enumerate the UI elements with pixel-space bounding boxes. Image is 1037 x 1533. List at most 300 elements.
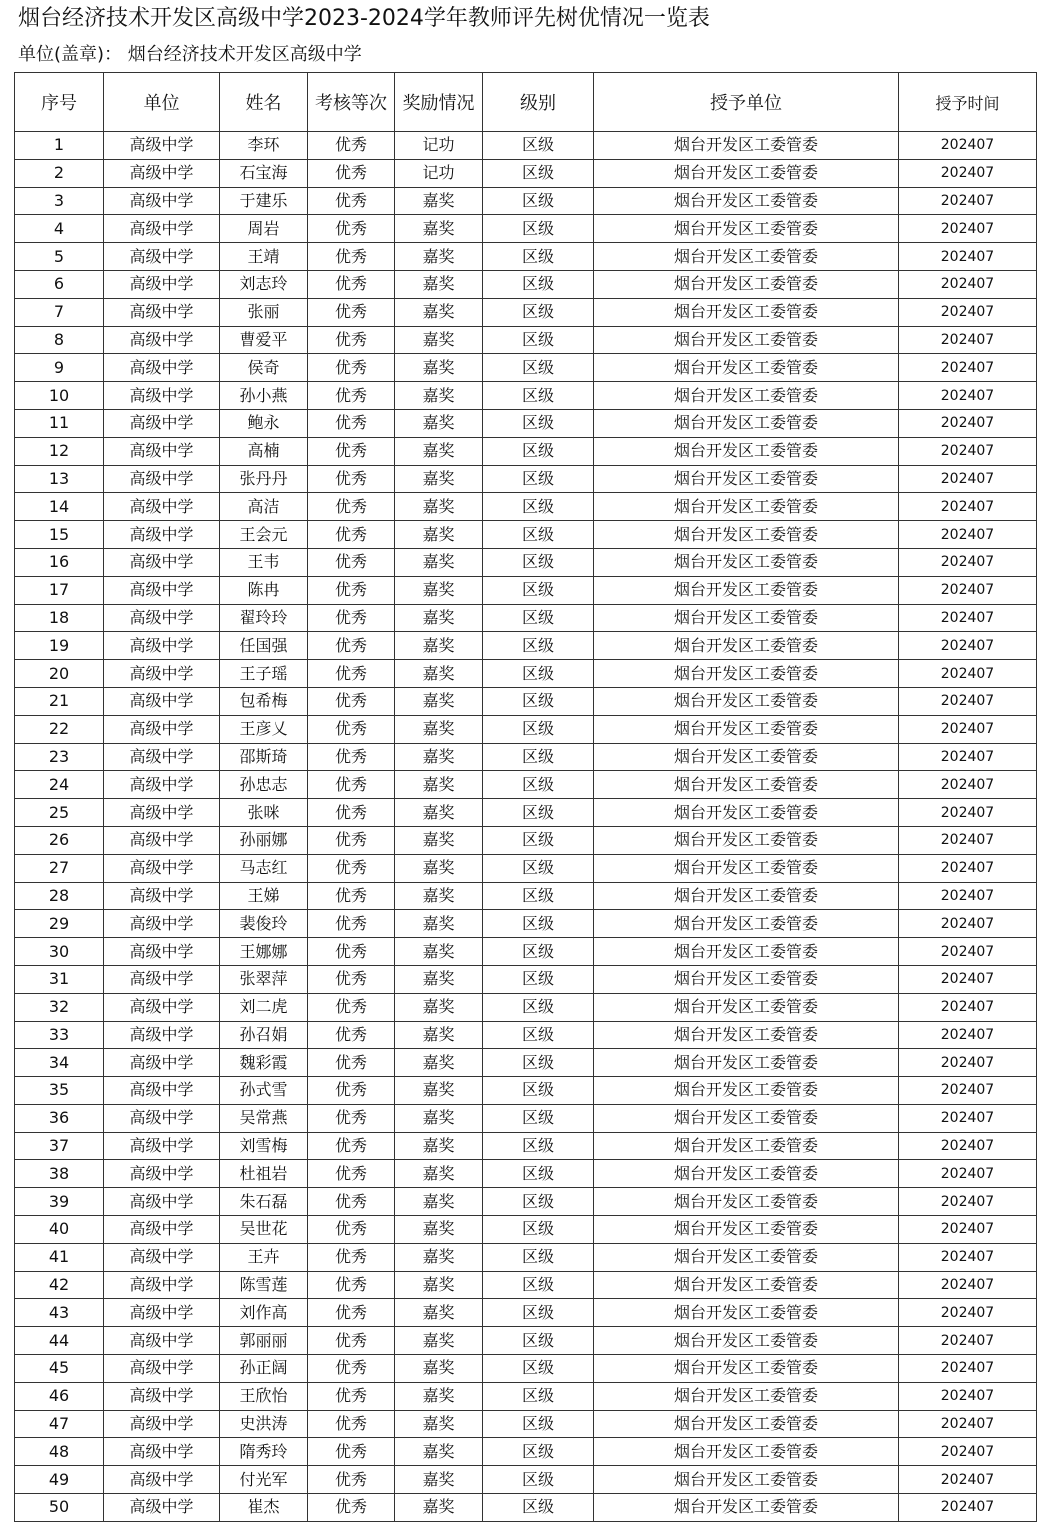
cell-assessment: 优秀 bbox=[308, 1494, 395, 1522]
cell-grant-time: 202407 bbox=[899, 1299, 1037, 1327]
cell-level: 区级 bbox=[483, 493, 594, 521]
cell-index: 8 bbox=[15, 326, 104, 354]
cell-level: 区级 bbox=[483, 715, 594, 743]
cell-unit: 高级中学 bbox=[104, 1466, 220, 1494]
cell-granting-unit: 烟台开发区工委管委 bbox=[594, 910, 899, 938]
table-row bbox=[15, 298, 1037, 326]
cell-name: 曹爱平 bbox=[220, 326, 308, 354]
cell-granting-unit: 烟台开发区工委管委 bbox=[594, 771, 899, 799]
cell-name: 王卉 bbox=[220, 1243, 308, 1271]
table-row bbox=[15, 354, 1037, 382]
table-row bbox=[15, 604, 1037, 632]
cell-unit: 高级中学 bbox=[104, 771, 220, 799]
cell-level: 区级 bbox=[483, 465, 594, 493]
cell-name: 王欣怡 bbox=[220, 1382, 308, 1410]
cell-name: 朱石磊 bbox=[220, 1188, 308, 1216]
cell-assessment: 优秀 bbox=[308, 1466, 395, 1494]
cell-level: 区级 bbox=[483, 993, 594, 1021]
cell-award: 嘉奖 bbox=[395, 1104, 483, 1132]
cell-name: 杜祖岩 bbox=[220, 1160, 308, 1188]
cell-granting-unit: 烟台开发区工委管委 bbox=[594, 493, 899, 521]
cell-unit: 高级中学 bbox=[104, 826, 220, 854]
cell-award: 嘉奖 bbox=[395, 632, 483, 660]
cell-granting-unit: 烟台开发区工委管委 bbox=[594, 1132, 899, 1160]
table-row bbox=[15, 1466, 1037, 1494]
table-row bbox=[15, 1132, 1037, 1160]
table-row bbox=[15, 1049, 1037, 1077]
cell-granting-unit: 烟台开发区工委管委 bbox=[594, 298, 899, 326]
cell-grant-time: 202407 bbox=[899, 382, 1037, 410]
header-cell-grant-time: 授予时间 bbox=[899, 73, 1037, 132]
cell-granting-unit: 烟台开发区工委管委 bbox=[594, 1049, 899, 1077]
cell-name: 吴世花 bbox=[220, 1216, 308, 1244]
cell-unit: 高级中学 bbox=[104, 938, 220, 966]
cell-index: 31 bbox=[15, 965, 104, 993]
cell-index: 20 bbox=[15, 660, 104, 688]
cell-name: 张咪 bbox=[220, 799, 308, 827]
table-row bbox=[15, 1355, 1037, 1383]
cell-index: 10 bbox=[15, 382, 104, 410]
cell-level: 区级 bbox=[483, 1355, 594, 1383]
cell-award: 嘉奖 bbox=[395, 1299, 483, 1327]
cell-level: 区级 bbox=[483, 576, 594, 604]
cell-grant-time: 202407 bbox=[899, 604, 1037, 632]
cell-index: 29 bbox=[15, 910, 104, 938]
cell-index: 12 bbox=[15, 437, 104, 465]
cell-name: 王娣 bbox=[220, 882, 308, 910]
cell-assessment: 优秀 bbox=[308, 882, 395, 910]
cell-assessment: 优秀 bbox=[308, 576, 395, 604]
cell-name: 王韦 bbox=[220, 548, 308, 576]
cell-index: 1 bbox=[15, 132, 104, 160]
cell-unit: 高级中学 bbox=[104, 1271, 220, 1299]
cell-index: 45 bbox=[15, 1355, 104, 1383]
cell-name: 王彦乂 bbox=[220, 715, 308, 743]
cell-name: 张丽 bbox=[220, 298, 308, 326]
cell-assessment: 优秀 bbox=[308, 1327, 395, 1355]
cell-grant-time: 202407 bbox=[899, 1216, 1037, 1244]
cell-index: 25 bbox=[15, 799, 104, 827]
cell-unit: 高级中学 bbox=[104, 521, 220, 549]
cell-name: 吴常燕 bbox=[220, 1104, 308, 1132]
cell-award: 嘉奖 bbox=[395, 1494, 483, 1522]
cell-award: 嘉奖 bbox=[395, 1243, 483, 1271]
cell-assessment: 优秀 bbox=[308, 799, 395, 827]
cell-unit: 高级中学 bbox=[104, 1132, 220, 1160]
cell-unit: 高级中学 bbox=[104, 576, 220, 604]
cell-grant-time: 202407 bbox=[899, 215, 1037, 243]
cell-award: 嘉奖 bbox=[395, 270, 483, 298]
cell-award: 嘉奖 bbox=[395, 1049, 483, 1077]
cell-level: 区级 bbox=[483, 604, 594, 632]
cell-unit: 高级中学 bbox=[104, 326, 220, 354]
header-cell-granting-unit: 授予单位 bbox=[594, 73, 899, 132]
cell-name: 周岩 bbox=[220, 215, 308, 243]
cell-unit: 高级中学 bbox=[104, 215, 220, 243]
table-row bbox=[15, 548, 1037, 576]
header-cell-index: 序号 bbox=[15, 73, 104, 132]
cell-level: 区级 bbox=[483, 1410, 594, 1438]
cell-assessment: 优秀 bbox=[308, 965, 395, 993]
table-row bbox=[15, 771, 1037, 799]
cell-assessment: 优秀 bbox=[308, 1216, 395, 1244]
table-row bbox=[15, 1271, 1037, 1299]
cell-grant-time: 202407 bbox=[899, 1355, 1037, 1383]
cell-granting-unit: 烟台开发区工委管委 bbox=[594, 521, 899, 549]
cell-name: 史洪涛 bbox=[220, 1410, 308, 1438]
table-row bbox=[15, 187, 1037, 215]
table-row bbox=[15, 965, 1037, 993]
cell-level: 区级 bbox=[483, 1021, 594, 1049]
cell-level: 区级 bbox=[483, 826, 594, 854]
cell-assessment: 优秀 bbox=[308, 1271, 395, 1299]
cell-granting-unit: 烟台开发区工委管委 bbox=[594, 854, 899, 882]
cell-grant-time: 202407 bbox=[899, 799, 1037, 827]
cell-assessment: 优秀 bbox=[308, 660, 395, 688]
cell-level: 区级 bbox=[483, 1216, 594, 1244]
cell-granting-unit: 烟台开发区工委管委 bbox=[594, 1299, 899, 1327]
cell-level: 区级 bbox=[483, 521, 594, 549]
cell-assessment: 优秀 bbox=[308, 326, 395, 354]
cell-name: 鲍永 bbox=[220, 409, 308, 437]
cell-unit: 高级中学 bbox=[104, 1382, 220, 1410]
cell-assessment: 优秀 bbox=[308, 715, 395, 743]
cell-level: 区级 bbox=[483, 854, 594, 882]
cell-level: 区级 bbox=[483, 1382, 594, 1410]
cell-index: 33 bbox=[15, 1021, 104, 1049]
cell-index: 47 bbox=[15, 1410, 104, 1438]
cell-unit: 高级中学 bbox=[104, 1216, 220, 1244]
cell-award: 嘉奖 bbox=[395, 1355, 483, 1383]
cell-level: 区级 bbox=[483, 243, 594, 271]
table-row bbox=[15, 493, 1037, 521]
cell-award: 嘉奖 bbox=[395, 1382, 483, 1410]
table-row bbox=[15, 910, 1037, 938]
cell-unit: 高级中学 bbox=[104, 1049, 220, 1077]
cell-index: 13 bbox=[15, 465, 104, 493]
cell-level: 区级 bbox=[483, 660, 594, 688]
cell-index: 35 bbox=[15, 1077, 104, 1105]
cell-level: 区级 bbox=[483, 1271, 594, 1299]
cell-assessment: 优秀 bbox=[308, 548, 395, 576]
cell-unit: 高级中学 bbox=[104, 465, 220, 493]
honors-table bbox=[14, 72, 1037, 1522]
cell-grant-time: 202407 bbox=[899, 465, 1037, 493]
table-row bbox=[15, 1160, 1037, 1188]
table-row bbox=[15, 1216, 1037, 1244]
cell-unit: 高级中学 bbox=[104, 298, 220, 326]
cell-assessment: 优秀 bbox=[308, 354, 395, 382]
cell-assessment: 优秀 bbox=[308, 687, 395, 715]
cell-award: 嘉奖 bbox=[395, 382, 483, 410]
cell-grant-time: 202407 bbox=[899, 521, 1037, 549]
cell-granting-unit: 烟台开发区工委管委 bbox=[594, 576, 899, 604]
cell-index: 39 bbox=[15, 1188, 104, 1216]
cell-award: 嘉奖 bbox=[395, 799, 483, 827]
cell-index: 11 bbox=[15, 409, 104, 437]
cell-granting-unit: 烟台开发区工委管委 bbox=[594, 1355, 899, 1383]
cell-grant-time: 202407 bbox=[899, 1077, 1037, 1105]
cell-name: 陈雪莲 bbox=[220, 1271, 308, 1299]
cell-unit: 高级中学 bbox=[104, 382, 220, 410]
cell-grant-time: 202407 bbox=[899, 270, 1037, 298]
cell-level: 区级 bbox=[483, 382, 594, 410]
cell-assessment: 优秀 bbox=[308, 604, 395, 632]
cell-index: 21 bbox=[15, 687, 104, 715]
cell-index: 40 bbox=[15, 1216, 104, 1244]
cell-award: 记功 bbox=[395, 132, 483, 160]
cell-granting-unit: 烟台开发区工委管委 bbox=[594, 660, 899, 688]
cell-unit: 高级中学 bbox=[104, 270, 220, 298]
cell-grant-time: 202407 bbox=[899, 187, 1037, 215]
cell-award: 嘉奖 bbox=[395, 1438, 483, 1466]
cell-unit: 高级中学 bbox=[104, 409, 220, 437]
cell-level: 区级 bbox=[483, 354, 594, 382]
cell-name: 孙正阔 bbox=[220, 1355, 308, 1383]
cell-index: 50 bbox=[15, 1494, 104, 1522]
table-row bbox=[15, 632, 1037, 660]
cell-unit: 高级中学 bbox=[104, 187, 220, 215]
table-row bbox=[15, 465, 1037, 493]
cell-name: 马志红 bbox=[220, 854, 308, 882]
cell-level: 区级 bbox=[483, 632, 594, 660]
cell-unit: 高级中学 bbox=[104, 1188, 220, 1216]
cell-name: 张翠萍 bbox=[220, 965, 308, 993]
cell-unit: 高级中学 bbox=[104, 965, 220, 993]
cell-unit: 高级中学 bbox=[104, 1243, 220, 1271]
table-row bbox=[15, 993, 1037, 1021]
cell-granting-unit: 烟台开发区工委管委 bbox=[594, 132, 899, 160]
cell-assessment: 优秀 bbox=[308, 910, 395, 938]
cell-level: 区级 bbox=[483, 1466, 594, 1494]
cell-name: 崔杰 bbox=[220, 1494, 308, 1522]
table-row bbox=[15, 243, 1037, 271]
cell-assessment: 优秀 bbox=[308, 1243, 395, 1271]
cell-unit: 高级中学 bbox=[104, 159, 220, 187]
cell-grant-time: 202407 bbox=[899, 882, 1037, 910]
cell-name: 高洁 bbox=[220, 493, 308, 521]
cell-granting-unit: 烟台开发区工委管委 bbox=[594, 1271, 899, 1299]
table-row bbox=[15, 1243, 1037, 1271]
cell-award: 嘉奖 bbox=[395, 826, 483, 854]
cell-granting-unit: 烟台开发区工委管委 bbox=[594, 604, 899, 632]
cell-grant-time: 202407 bbox=[899, 576, 1037, 604]
cell-award: 嘉奖 bbox=[395, 409, 483, 437]
cell-granting-unit: 烟台开发区工委管委 bbox=[594, 1410, 899, 1438]
cell-award: 嘉奖 bbox=[395, 660, 483, 688]
cell-award: 嘉奖 bbox=[395, 576, 483, 604]
table-row bbox=[15, 743, 1037, 771]
table-row bbox=[15, 159, 1037, 187]
cell-granting-unit: 烟台开发区工委管委 bbox=[594, 1104, 899, 1132]
cell-granting-unit: 烟台开发区工委管委 bbox=[594, 270, 899, 298]
cell-granting-unit: 烟台开发区工委管委 bbox=[594, 993, 899, 1021]
cell-name: 高楠 bbox=[220, 437, 308, 465]
table-row bbox=[15, 326, 1037, 354]
cell-level: 区级 bbox=[483, 687, 594, 715]
cell-granting-unit: 烟台开发区工委管委 bbox=[594, 826, 899, 854]
cell-grant-time: 202407 bbox=[899, 1494, 1037, 1522]
cell-name: 刘雪梅 bbox=[220, 1132, 308, 1160]
cell-level: 区级 bbox=[483, 548, 594, 576]
cell-award: 嘉奖 bbox=[395, 1188, 483, 1216]
cell-name: 王子瑶 bbox=[220, 660, 308, 688]
cell-award: 嘉奖 bbox=[395, 521, 483, 549]
cell-assessment: 优秀 bbox=[308, 1438, 395, 1466]
table-row bbox=[15, 1188, 1037, 1216]
cell-award: 嘉奖 bbox=[395, 437, 483, 465]
cell-assessment: 优秀 bbox=[308, 1299, 395, 1327]
cell-grant-time: 202407 bbox=[899, 854, 1037, 882]
header-cell-level: 级别 bbox=[483, 73, 594, 132]
cell-granting-unit: 烟台开发区工委管委 bbox=[594, 1243, 899, 1271]
cell-name: 李环 bbox=[220, 132, 308, 160]
table-row bbox=[15, 799, 1037, 827]
cell-index: 26 bbox=[15, 826, 104, 854]
cell-granting-unit: 烟台开发区工委管委 bbox=[594, 1077, 899, 1105]
cell-index: 37 bbox=[15, 1132, 104, 1160]
cell-granting-unit: 烟台开发区工委管委 bbox=[594, 159, 899, 187]
cell-award: 嘉奖 bbox=[395, 1271, 483, 1299]
cell-index: 44 bbox=[15, 1327, 104, 1355]
cell-name: 于建乐 bbox=[220, 187, 308, 215]
cell-index: 2 bbox=[15, 159, 104, 187]
cell-level: 区级 bbox=[483, 799, 594, 827]
cell-assessment: 优秀 bbox=[308, 632, 395, 660]
cell-grant-time: 202407 bbox=[899, 1438, 1037, 1466]
cell-unit: 高级中学 bbox=[104, 854, 220, 882]
table-row bbox=[15, 715, 1037, 743]
header-cell-award: 奖励情况 bbox=[395, 73, 483, 132]
cell-unit: 高级中学 bbox=[104, 548, 220, 576]
cell-unit: 高级中学 bbox=[104, 604, 220, 632]
table-row bbox=[15, 1382, 1037, 1410]
cell-assessment: 优秀 bbox=[308, 993, 395, 1021]
cell-level: 区级 bbox=[483, 1188, 594, 1216]
cell-level: 区级 bbox=[483, 326, 594, 354]
cell-grant-time: 202407 bbox=[899, 1188, 1037, 1216]
cell-award: 嘉奖 bbox=[395, 604, 483, 632]
unit-line: 单位(盖章)： 烟台经济技术开发区高级中学 bbox=[18, 44, 362, 65]
cell-granting-unit: 烟台开发区工委管委 bbox=[594, 1021, 899, 1049]
cell-level: 区级 bbox=[483, 910, 594, 938]
cell-unit: 高级中学 bbox=[104, 882, 220, 910]
cell-granting-unit: 烟台开发区工委管委 bbox=[594, 1188, 899, 1216]
cell-name: 刘二虎 bbox=[220, 993, 308, 1021]
cell-name: 刘志玲 bbox=[220, 270, 308, 298]
cell-grant-time: 202407 bbox=[899, 354, 1037, 382]
cell-assessment: 优秀 bbox=[308, 159, 395, 187]
cell-granting-unit: 烟台开发区工委管委 bbox=[594, 243, 899, 271]
cell-index: 46 bbox=[15, 1382, 104, 1410]
cell-award: 嘉奖 bbox=[395, 965, 483, 993]
cell-name: 郭丽丽 bbox=[220, 1327, 308, 1355]
cell-assessment: 优秀 bbox=[308, 409, 395, 437]
cell-unit: 高级中学 bbox=[104, 632, 220, 660]
cell-assessment: 优秀 bbox=[308, 1410, 395, 1438]
cell-unit: 高级中学 bbox=[104, 1494, 220, 1522]
table-row bbox=[15, 1494, 1037, 1522]
cell-granting-unit: 烟台开发区工委管委 bbox=[594, 882, 899, 910]
cell-index: 5 bbox=[15, 243, 104, 271]
cell-award: 嘉奖 bbox=[395, 687, 483, 715]
cell-granting-unit: 烟台开发区工委管委 bbox=[594, 326, 899, 354]
table-row bbox=[15, 409, 1037, 437]
cell-grant-time: 202407 bbox=[899, 1160, 1037, 1188]
cell-level: 区级 bbox=[483, 159, 594, 187]
cell-index: 41 bbox=[15, 1243, 104, 1271]
cell-award: 嘉奖 bbox=[395, 938, 483, 966]
cell-grant-time: 202407 bbox=[899, 493, 1037, 521]
cell-assessment: 优秀 bbox=[308, 854, 395, 882]
cell-level: 区级 bbox=[483, 771, 594, 799]
table-body bbox=[15, 132, 1037, 1522]
cell-assessment: 优秀 bbox=[308, 132, 395, 160]
cell-unit: 高级中学 bbox=[104, 1410, 220, 1438]
table-row bbox=[15, 882, 1037, 910]
cell-name: 孙召娟 bbox=[220, 1021, 308, 1049]
cell-award: 嘉奖 bbox=[395, 1216, 483, 1244]
cell-award: 嘉奖 bbox=[395, 548, 483, 576]
cell-granting-unit: 烟台开发区工委管委 bbox=[594, 799, 899, 827]
cell-index: 48 bbox=[15, 1438, 104, 1466]
cell-grant-time: 202407 bbox=[899, 1132, 1037, 1160]
cell-unit: 高级中学 bbox=[104, 1160, 220, 1188]
cell-granting-unit: 烟台开发区工委管委 bbox=[594, 548, 899, 576]
cell-award: 记功 bbox=[395, 159, 483, 187]
table-row bbox=[15, 1021, 1037, 1049]
cell-award: 嘉奖 bbox=[395, 465, 483, 493]
cell-name: 付光军 bbox=[220, 1466, 308, 1494]
cell-assessment: 优秀 bbox=[308, 1382, 395, 1410]
cell-index: 18 bbox=[15, 604, 104, 632]
cell-award: 嘉奖 bbox=[395, 993, 483, 1021]
cell-index: 43 bbox=[15, 1299, 104, 1327]
cell-granting-unit: 烟台开发区工委管委 bbox=[594, 215, 899, 243]
cell-grant-time: 202407 bbox=[899, 243, 1037, 271]
table-row bbox=[15, 1438, 1037, 1466]
cell-index: 27 bbox=[15, 854, 104, 882]
cell-level: 区级 bbox=[483, 882, 594, 910]
header-cell-unit: 单位 bbox=[104, 73, 220, 132]
cell-unit: 高级中学 bbox=[104, 687, 220, 715]
cell-grant-time: 202407 bbox=[899, 132, 1037, 160]
cell-award: 嘉奖 bbox=[395, 1077, 483, 1105]
header-row bbox=[15, 73, 1037, 132]
cell-index: 14 bbox=[15, 493, 104, 521]
cell-granting-unit: 烟台开发区工委管委 bbox=[594, 382, 899, 410]
cell-grant-time: 202407 bbox=[899, 1382, 1037, 1410]
cell-award: 嘉奖 bbox=[395, 354, 483, 382]
table-row bbox=[15, 1104, 1037, 1132]
cell-granting-unit: 烟台开发区工委管委 bbox=[594, 743, 899, 771]
cell-assessment: 优秀 bbox=[308, 771, 395, 799]
cell-unit: 高级中学 bbox=[104, 437, 220, 465]
cell-level: 区级 bbox=[483, 409, 594, 437]
cell-name: 任国强 bbox=[220, 632, 308, 660]
cell-assessment: 优秀 bbox=[308, 521, 395, 549]
cell-grant-time: 202407 bbox=[899, 938, 1037, 966]
cell-index: 9 bbox=[15, 354, 104, 382]
cell-index: 16 bbox=[15, 548, 104, 576]
cell-grant-time: 202407 bbox=[899, 298, 1037, 326]
cell-grant-time: 202407 bbox=[899, 910, 1037, 938]
cell-award: 嘉奖 bbox=[395, 243, 483, 271]
cell-index: 42 bbox=[15, 1271, 104, 1299]
table-row bbox=[15, 938, 1037, 966]
cell-award: 嘉奖 bbox=[395, 715, 483, 743]
cell-award: 嘉奖 bbox=[395, 1160, 483, 1188]
